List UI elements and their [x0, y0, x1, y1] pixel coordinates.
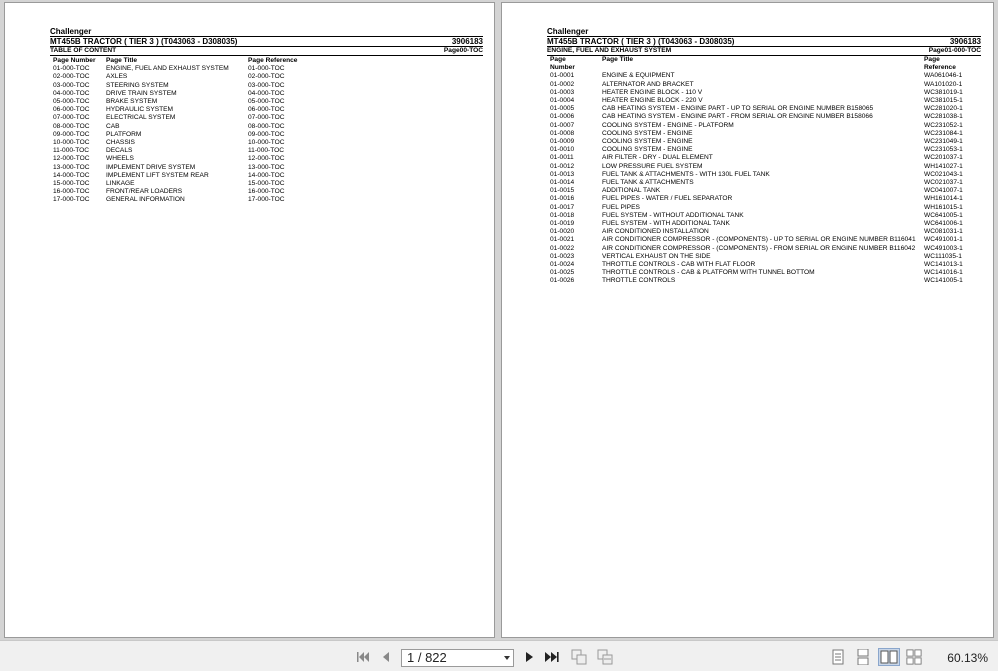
page-dropdown-icon[interactable]	[504, 656, 510, 660]
section-bar	[50, 46, 483, 56]
table-row	[550, 277, 981, 285]
page-right-content	[547, 27, 981, 286]
first-page-icon[interactable]	[355, 649, 371, 665]
row-page-number: 01-0024	[550, 261, 575, 269]
row-page-number: 06-000-TOC	[53, 106, 90, 114]
row-page-reference: WC491001-1	[924, 236, 963, 244]
row-page-title: FUEL PIPES	[602, 203, 640, 211]
row-page-number: 01-0001	[550, 72, 575, 80]
row-page-reference: WC021037-1	[924, 179, 963, 187]
page-left-content	[50, 27, 483, 205]
table-row	[550, 113, 981, 121]
table-row	[53, 114, 328, 122]
row-page-reference: 04-000-TOC	[248, 89, 285, 97]
table-row	[550, 179, 981, 187]
row-page-number: 11-000-TOC	[53, 147, 90, 155]
row-page-number: 01-0019	[550, 220, 575, 228]
table-row	[550, 228, 981, 236]
row-page-reference: 08-000-TOC	[248, 122, 285, 130]
row-page-title: FUEL TANK & ATTACHMENTS - WITH 130L FUEL TANK	[602, 170, 770, 178]
row-page-title: AIR FILTER - DRY - DUAL ELEMENT	[602, 154, 713, 162]
fit-page-icon[interactable]	[571, 649, 587, 665]
row-page-reference: WC231084-1	[924, 129, 963, 137]
document-title: MT455B TRACTOR ( TIER 3 ) (T043063 - D308035)	[50, 37, 238, 46]
next-page-icon[interactable]	[521, 649, 537, 665]
table-row	[53, 155, 328, 163]
document-title-bar	[50, 36, 483, 46]
row-page-title: DRIVE TRAIN SYSTEM	[106, 89, 177, 97]
bottom-toolbar	[0, 640, 998, 671]
row-page-title: AIR CONDITIONER COMPRESSOR - (COMPONENTS) - UP TO SERIAL OR ENGINE NUMBER B116041	[602, 236, 916, 244]
row-page-title: COOLING SYSTEM - ENGINE	[602, 138, 693, 146]
table-row	[550, 171, 981, 179]
zoom-level[interactable]: 60.13%	[947, 651, 988, 665]
row-page-reference: 09-000-TOC	[248, 130, 285, 138]
two-page-view-icon[interactable]	[878, 648, 900, 666]
row-page-reference: WC491003-1	[924, 244, 963, 252]
row-page-reference: WC021043-1	[924, 170, 963, 178]
row-page-reference: 03-000-TOC	[248, 81, 285, 89]
pdf-page-left	[4, 2, 495, 638]
row-page-reference: 07-000-TOC	[248, 114, 285, 122]
row-page-title: CHASSIS	[106, 139, 135, 147]
row-page-reference: 14-000-TOC	[248, 171, 285, 179]
row-page-number: 01-0021	[550, 236, 575, 244]
row-page-number: 01-000-TOC	[53, 65, 90, 73]
row-page-reference: 16-000-TOC	[248, 188, 285, 196]
table-row	[550, 212, 981, 220]
page-reference: Page01-000-TOC	[928, 47, 981, 54]
col-header-page-number	[550, 56, 602, 72]
document-number: 3906183	[451, 37, 483, 46]
table-row	[53, 180, 328, 188]
table-row	[53, 98, 328, 106]
row-page-number: 01-0002	[550, 80, 575, 88]
row-page-number: 05-000-TOC	[53, 98, 90, 106]
row-page-title: ADDITIONAL TANK	[602, 187, 661, 195]
col-header-page-number: Page Number	[53, 57, 96, 64]
row-page-number: 01-0010	[550, 146, 575, 154]
row-page-reference: WC141013-1	[924, 261, 963, 269]
row-page-number: 01-0023	[550, 252, 575, 260]
row-page-title: HEATER ENGINE BLOCK - 220 V	[602, 97, 703, 105]
table-row	[53, 172, 328, 180]
row-page-title: THROTTLE CONTROLS - CAB WITH FLAT FLOOR	[602, 261, 756, 269]
row-page-number: 01-0020	[550, 228, 575, 236]
row-page-reference: 15-000-TOC	[248, 180, 285, 188]
row-page-reference: WC041007-1	[924, 187, 963, 195]
row-page-reference: WC381019-1	[924, 88, 963, 96]
row-page-reference: WC201037-1	[924, 154, 963, 162]
table-row	[53, 90, 328, 98]
table-row	[53, 196, 328, 204]
row-page-number: 02-000-TOC	[53, 73, 90, 81]
row-page-number: 01-0003	[550, 88, 575, 96]
table-row	[53, 65, 328, 73]
row-page-title: COOLING SYSTEM - ENGINE	[602, 129, 693, 137]
row-page-reference: 10-000-TOC	[248, 139, 285, 147]
row-page-number: 01-0009	[550, 138, 575, 146]
row-page-number: 09-000-TOC	[53, 130, 90, 138]
row-page-title: VERTICAL EXHAUST ON THE SIDE	[602, 252, 711, 260]
row-page-number: 16-000-TOC	[53, 188, 90, 196]
row-page-title: ENGINE & EQUIPMENT	[602, 72, 675, 80]
row-page-reference: 12-000-TOC	[248, 155, 285, 163]
row-page-number: 01-0012	[550, 162, 575, 170]
row-page-number: 01-0007	[550, 121, 575, 129]
table-row	[53, 188, 328, 196]
table-row	[550, 81, 981, 89]
row-page-reference: WC231052-1	[924, 121, 963, 129]
row-page-number: 01-0015	[550, 187, 575, 195]
row-page-title: CAB HEATING SYSTEM - ENGINE PART - FROM SERIAL OR ENGINE NUMBER B158066	[602, 113, 873, 121]
row-page-number: 15-000-TOC	[53, 180, 90, 188]
row-page-number: 17-000-TOC	[53, 196, 90, 204]
table-row	[53, 139, 328, 147]
previous-page-icon[interactable]	[378, 649, 394, 665]
row-page-number: 01-0018	[550, 211, 575, 219]
row-page-title: GENERAL INFORMATION	[106, 196, 185, 204]
row-page-number: 01-0025	[550, 269, 575, 277]
row-page-title: COOLING SYSTEM - ENGINE - PLATFORM	[602, 121, 734, 129]
table-row	[550, 154, 981, 162]
row-page-title: FRONT/REAR LOADERS	[106, 188, 183, 196]
row-page-reference: WH141027-1	[924, 162, 963, 170]
row-page-number: 08-000-TOC	[53, 122, 90, 130]
row-page-number: 07-000-TOC	[53, 114, 90, 122]
parts-header-row	[550, 56, 981, 72]
continuous-view-icon[interactable]	[855, 649, 871, 665]
table-row	[550, 163, 981, 171]
col-header-page: Page	[924, 56, 940, 63]
row-page-number: 01-0006	[550, 113, 575, 121]
table-row	[53, 123, 328, 131]
row-page-reference: WH161014-1	[924, 195, 963, 203]
row-page-number: 01-0008	[550, 129, 575, 137]
table-row	[53, 147, 328, 155]
row-page-reference: WC381015-1	[924, 97, 963, 105]
col-header-reference: Reference	[924, 64, 956, 72]
row-page-number: 10-000-TOC	[53, 139, 90, 147]
row-page-number: 03-000-TOC	[53, 81, 90, 89]
row-page-number: 01-0026	[550, 277, 575, 285]
row-page-title: IMPLEMENT LIFT SYSTEM REAR	[106, 171, 209, 179]
row-page-title: FUEL SYSTEM - WITHOUT ADDITIONAL TANK	[602, 211, 744, 219]
row-page-title: PLATFORM	[106, 130, 142, 138]
row-page-title: ENGINE, FUEL AND EXHAUST SYSTEM	[106, 65, 229, 73]
row-page-title: WHEELS	[106, 155, 134, 163]
table-row	[550, 187, 981, 195]
table-row	[53, 164, 328, 172]
table-row	[550, 253, 981, 261]
table-row	[550, 236, 981, 244]
table-row	[550, 195, 981, 203]
section-title: ENGINE, FUEL AND EXHAUST SYSTEM	[547, 47, 672, 54]
row-page-title: AIR CONDITIONED INSTALLATION	[602, 228, 709, 236]
table-row	[53, 106, 328, 114]
row-page-number: 01-0005	[550, 105, 575, 113]
parts-index-table	[550, 56, 981, 286]
row-page-number: 14-000-TOC	[53, 171, 90, 179]
pdf-page-right	[501, 2, 994, 638]
row-page-title: AIR CONDITIONER COMPRESSOR - (COMPONENTS) - FROM SERIAL OR ENGINE NUMBER B116042	[602, 244, 916, 252]
row-page-title: DECALS	[106, 147, 133, 155]
row-page-title: HYDRAULIC SYSTEM	[106, 106, 174, 114]
row-page-reference: 13-000-TOC	[248, 163, 285, 171]
table-row	[550, 122, 981, 130]
row-page-number: 01-0017	[550, 203, 575, 211]
row-page-number: 01-0022	[550, 244, 575, 252]
row-page-reference: WC281038-1	[924, 113, 963, 121]
row-page-reference: 17-000-TOC	[248, 196, 285, 204]
row-page-title: ELECTRICAL SYSTEM	[106, 114, 176, 122]
row-page-reference: 01-000-TOC	[248, 65, 285, 73]
table-row	[53, 73, 328, 81]
two-page-continuous-icon[interactable]	[906, 649, 922, 665]
table-row	[550, 220, 981, 228]
row-page-reference: WC141016-1	[924, 269, 963, 277]
row-page-reference: WC231053-1	[924, 146, 963, 154]
table-row	[550, 105, 981, 113]
row-page-number: 01-0016	[550, 195, 575, 203]
table-row	[550, 97, 981, 105]
row-page-title: BRAKE SYSTEM	[106, 98, 158, 106]
row-page-reference: 05-000-TOC	[248, 98, 285, 106]
table-row	[53, 131, 328, 139]
brand-name: Challenger	[50, 27, 92, 36]
section-bar	[547, 46, 981, 56]
row-page-number: 13-000-TOC	[53, 163, 90, 171]
document-title-bar	[547, 36, 981, 46]
row-page-number: 04-000-TOC	[53, 89, 90, 97]
row-page-reference: WC281020-1	[924, 105, 963, 113]
document-number: 3906183	[949, 37, 981, 46]
row-page-title: THROTTLE CONTROLS - CAB & PLATFORM WITH TUNNEL BOTTOM	[602, 269, 815, 277]
page-number-input[interactable]	[401, 649, 514, 667]
single-page-view-icon[interactable]	[830, 649, 846, 665]
row-page-number: 01-0013	[550, 170, 575, 178]
row-page-reference: WC141005-1	[924, 277, 963, 285]
table-row	[53, 82, 328, 90]
row-page-title: CAB	[106, 122, 120, 130]
col-header-page-reference	[924, 56, 981, 72]
table-row	[550, 261, 981, 269]
row-page-reference: 11-000-TOC	[248, 147, 285, 155]
row-page-reference: WH161015-1	[924, 203, 963, 211]
row-page-reference: WC081031-1	[924, 228, 963, 236]
last-page-icon[interactable]	[544, 649, 560, 665]
row-page-reference: WA061046-1	[924, 72, 963, 80]
row-page-reference: 02-000-TOC	[248, 73, 285, 81]
row-page-reference: WC641005-1	[924, 211, 963, 219]
brand-name: Challenger	[547, 27, 589, 36]
toc-table	[53, 57, 328, 205]
row-page-number: 01-0011	[550, 154, 574, 162]
table-row	[550, 89, 981, 97]
col-header-page-title: Page Title	[602, 56, 634, 63]
col-header-number: Number	[550, 64, 575, 72]
col-header-page-reference: Page Reference	[248, 57, 298, 64]
section-title: TABLE OF CONTENT	[50, 47, 117, 54]
row-page-title: IMPLEMENT DRIVE SYSTEM	[106, 163, 196, 171]
page-reference: Page00-TOC	[443, 47, 483, 54]
row-page-number: 01-0004	[550, 97, 575, 105]
row-page-title: CAB HEATING SYSTEM - ENGINE PART - UP TO SERIAL OR ENGINE NUMBER B158065	[602, 105, 874, 113]
row-page-title: STEERING SYSTEM	[106, 81, 169, 89]
fit-width-icon[interactable]	[597, 649, 613, 665]
row-page-reference: WA101020-1	[924, 80, 963, 88]
table-row	[550, 138, 981, 146]
col-header-page-title: Page Title	[106, 57, 138, 64]
row-page-title: FUEL SYSTEM - WITH ADDITIONAL TANK	[602, 220, 730, 228]
row-page-reference: WC111035-1	[924, 252, 962, 260]
row-page-number: 12-000-TOC	[53, 155, 90, 163]
table-row	[550, 204, 981, 212]
row-page-title: LOW PRESSURE FUEL SYSTEM	[602, 162, 703, 170]
col-header-page: Page	[550, 56, 566, 63]
row-page-title: THROTTLE CONTROLS	[602, 277, 676, 285]
row-page-reference: 06-000-TOC	[248, 106, 285, 114]
row-page-title: FUEL TANK & ATTACHMENTS	[602, 179, 694, 187]
toc-header-row	[53, 57, 328, 65]
document-title: MT455B TRACTOR ( TIER 3 ) (T043063 - D308035)	[547, 37, 735, 46]
row-page-title: AXLES	[106, 73, 128, 81]
row-page-reference: WC641006-1	[924, 220, 963, 228]
row-page-title: HEATER ENGINE BLOCK - 110 V	[602, 88, 703, 96]
row-page-title: COOLING SYSTEM - ENGINE	[602, 146, 693, 154]
row-page-title: LINKAGE	[106, 180, 135, 188]
table-row	[550, 130, 981, 138]
table-row	[550, 245, 981, 253]
row-page-title: FUEL PIPES - WATER / FUEL SEPARATOR	[602, 195, 733, 203]
table-row	[550, 146, 981, 154]
row-page-title: ALTERNATOR AND BRACKET	[602, 80, 694, 88]
row-page-reference: WC231049-1	[924, 138, 963, 146]
row-page-number: 01-0014	[550, 179, 575, 187]
page-indicator: 1 / 822	[407, 650, 447, 665]
table-row	[550, 269, 981, 277]
table-row	[550, 72, 981, 80]
